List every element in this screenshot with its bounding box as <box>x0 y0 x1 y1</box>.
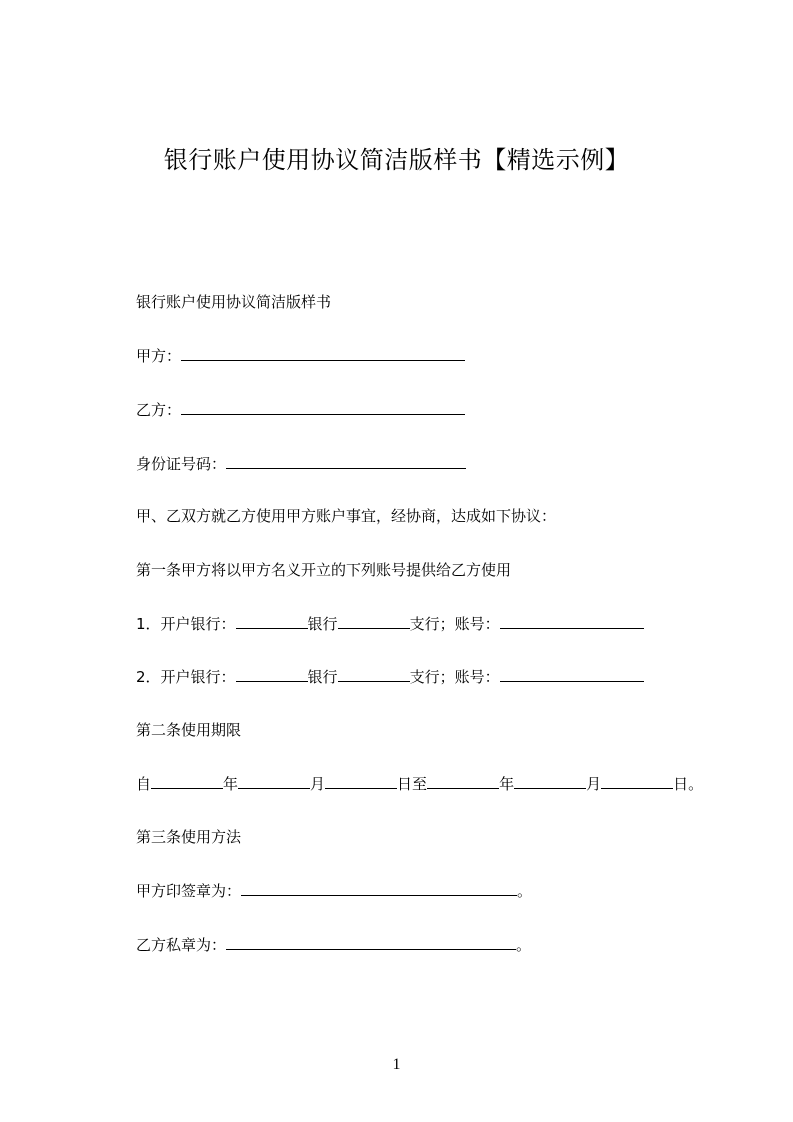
seal-a-line <box>136 880 532 901</box>
bank-blank[interactable] <box>236 666 308 682</box>
account-line-1 <box>136 613 644 634</box>
period-month2: 月 <box>586 775 602 793</box>
intro-text: 甲、乙双方就乙方使用甲方账户事宜，经协商，达成如下协议： <box>136 507 557 525</box>
seal-b-blank[interactable] <box>226 934 516 950</box>
account-line-2 <box>136 666 644 687</box>
start-month-blank[interactable] <box>238 773 310 789</box>
bank-label: 银行 <box>307 668 338 686</box>
account-prefix: 1．开户银行： <box>136 615 236 633</box>
id-label: 身份证号码： <box>136 455 227 473</box>
end-year-blank[interactable] <box>427 773 499 789</box>
branch-blank[interactable] <box>338 613 410 629</box>
account-blank[interactable] <box>500 666 644 682</box>
party-a-line <box>136 345 465 366</box>
period-from: 自 <box>136 775 152 793</box>
period-day-to: 日至 <box>397 775 428 793</box>
party-b-label: 乙方： <box>136 401 182 419</box>
document-title: 银行账户使用协议简洁版样书【精选示例】 <box>163 146 630 174</box>
branch-blank[interactable] <box>338 666 410 682</box>
party-b-line <box>136 399 465 420</box>
seal-a-label: 甲方印签章为： <box>136 882 242 900</box>
seal-a-blank[interactable] <box>241 880 517 896</box>
article2-heading: 第二条使用期限 <box>136 721 242 739</box>
period-year: 年 <box>223 775 239 793</box>
end-month-blank[interactable] <box>514 773 586 789</box>
start-day-blank[interactable] <box>325 773 397 789</box>
branch-label: 支行；账号： <box>409 668 500 686</box>
period-line <box>136 773 703 794</box>
bank-label: 银行 <box>307 615 338 633</box>
party-a-label: 甲方： <box>136 347 182 365</box>
party-a-blank[interactable] <box>181 345 465 361</box>
seal-a-end: 。 <box>517 882 533 900</box>
id-blank[interactable] <box>226 453 466 469</box>
period-month: 月 <box>310 775 326 793</box>
seal-b-line <box>136 934 531 955</box>
page-number: 1 <box>392 1056 401 1073</box>
account-prefix: 2．开户银行： <box>136 668 236 686</box>
article1-heading: 第一条甲方将以甲方名义开立的下列账号提供给乙方使用 <box>136 561 512 579</box>
seal-b-end: 。 <box>516 936 532 954</box>
party-b-blank[interactable] <box>181 399 465 415</box>
seal-b-label: 乙方私章为： <box>136 936 227 954</box>
branch-label: 支行；账号： <box>409 615 500 633</box>
period-end: 日。 <box>673 775 704 793</box>
start-year-blank[interactable] <box>151 773 223 789</box>
article3-heading: 第三条使用方法 <box>136 828 242 846</box>
id-line <box>136 453 466 474</box>
subtitle: 银行账户使用协议简洁版样书 <box>136 293 332 311</box>
bank-blank[interactable] <box>236 613 308 629</box>
account-blank[interactable] <box>500 613 644 629</box>
period-year2: 年 <box>499 775 515 793</box>
end-day-blank[interactable] <box>601 773 673 789</box>
